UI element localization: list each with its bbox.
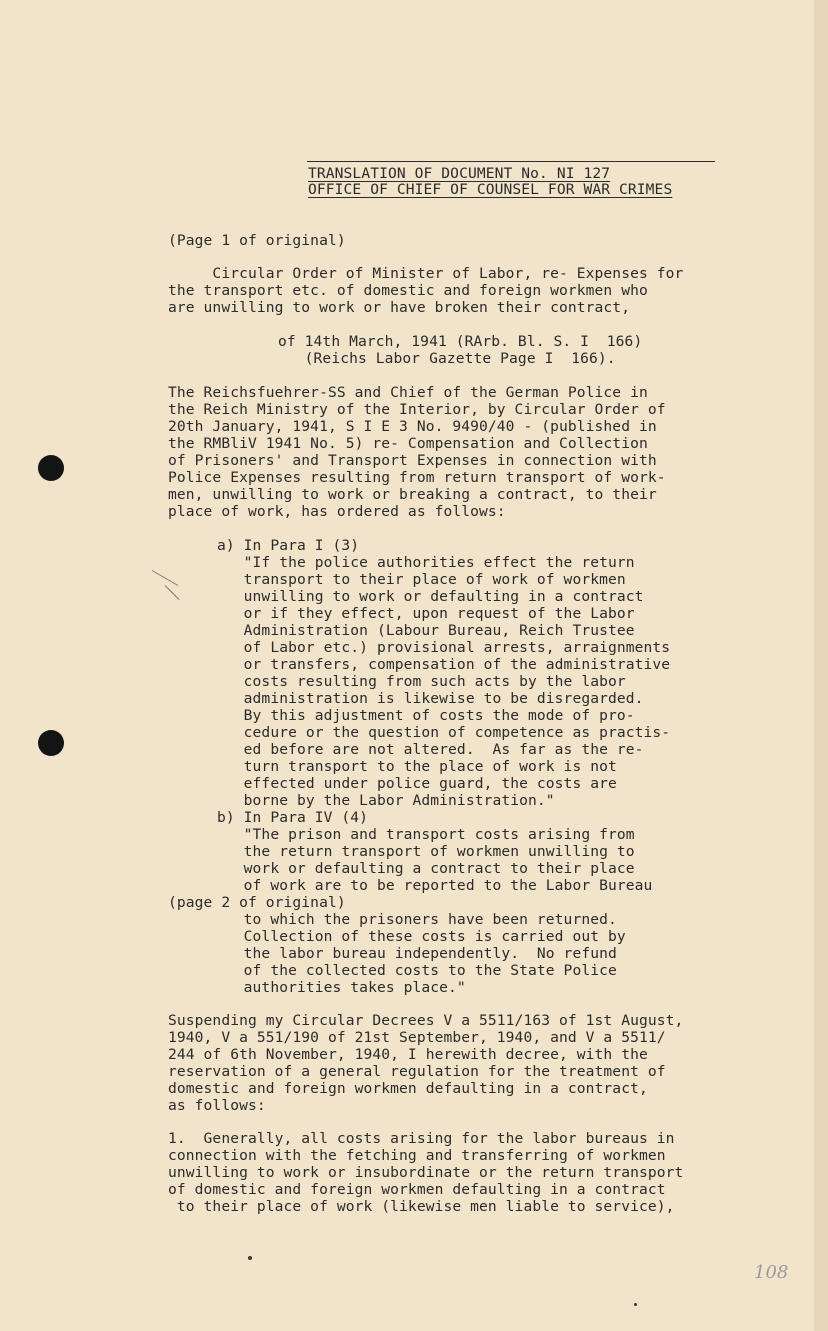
item1-line: unwilling to work or insubordinate or the return transport [168, 1164, 684, 1181]
quote-line: of Labor etc.) provisional arrests, arraignments [217, 639, 671, 656]
intro-line: the RMBliV 1941 No. 5) re- Compensation and Collection [168, 435, 648, 452]
item1-line: connection with the fetching and transferring of workmen [168, 1147, 666, 1164]
quote-line: administration is likewise to be disregarded. [217, 690, 644, 707]
quote-line: or transfers, compensation of the administrative [217, 656, 671, 673]
page-reference-2: (page 2 of original) [168, 894, 346, 911]
quote-line: Collection of these costs is carried out by [217, 928, 626, 945]
quote-line: effected under police guard, the costs are [217, 775, 617, 792]
quote-line: b) In Para IV (4) [217, 809, 369, 826]
quote-line: work or defaulting a contract to their place [217, 860, 635, 877]
paper-edge [814, 0, 828, 1331]
intro-line: place of work, has ordered as follows: [168, 503, 506, 520]
quote-line: a) In Para I (3) [217, 537, 360, 554]
pencil-mark [152, 570, 178, 586]
quote-line: to which the prisoners have been returned. [217, 911, 617, 928]
quote-line: By this adjustment of costs the mode of pro- [217, 707, 635, 724]
ink-speck [634, 1303, 637, 1306]
decree-line: 1940, V a 551/190 of 21st September, 1940, and V a 5511/ [168, 1029, 666, 1046]
header-rule [307, 161, 715, 162]
item1-line: 1. Generally, all costs arising for the labor bureaus in [168, 1130, 675, 1147]
intro-line: Police Expenses resulting from return transport of work- [168, 469, 666, 486]
decree-line: 244 of 6th November, 1940, I herewith decree, with the [168, 1046, 648, 1063]
quote-line: or if they effect, upon request of the Labor [217, 605, 635, 622]
quote-line: the labor bureau independently. No refund [217, 945, 617, 962]
quote-line: authorities takes place." [217, 979, 466, 996]
date-line: of 14th March, 1941 (RArb. Bl. S. I 166) [278, 333, 643, 350]
subject-line: the transport etc. of domestic and foreign workmen who [168, 282, 648, 299]
decree-line: Suspending my Circular Decrees V a 5511/163 of 1st August, [168, 1012, 684, 1029]
quote-line: of work are to be reported to the Labor Bureau [217, 877, 653, 894]
quote-line: turn transport to the place of work is not [217, 758, 617, 775]
subject-line: are unwilling to work or have broken their contract, [168, 299, 631, 316]
date-line: (Reichs Labor Gazette Page I 166). [278, 350, 616, 367]
item1-line: of domestic and foreign workmen defaulting in a contract [168, 1181, 666, 1198]
page-reference-1: (Page 1 of original) [168, 232, 346, 249]
quote-line: transport to their place of work of workmen [217, 571, 626, 588]
punch-hole-top [38, 455, 64, 481]
quote-line: borne by the Labor Administration." [217, 792, 555, 809]
quote-line: ed before are not altered. As far as the re- [217, 741, 644, 758]
quote-line: "The prison and transport costs arising from [217, 826, 635, 843]
item1-line: to their place of work (likewise men liable to service), [168, 1198, 675, 1215]
punch-hole-bottom [38, 730, 64, 756]
header-title-line1: TRANSLATION OF DOCUMENT No. NI 127 [308, 165, 611, 182]
quote-line: "If the police authorities effect the return [217, 554, 635, 571]
quote-line: of the collected costs to the State Police [217, 962, 617, 979]
decree-line: reservation of a general regulation for the treatment of [168, 1063, 666, 1080]
intro-line: 20th January, 1941, S I E 3 No. 9490/40 - (published in [168, 418, 657, 435]
header-title-line2: OFFICE OF CHIEF OF COUNSEL FOR WAR CRIMES [308, 181, 673, 198]
intro-line: of Prisoners' and Transport Expenses in connection with [168, 452, 657, 469]
quote-line: unwilling to work or defaulting in a contract [217, 588, 644, 605]
pencil-mark [165, 585, 180, 600]
subject-line: Circular Order of Minister of Labor, re- Expenses for [168, 265, 684, 282]
intro-line: men, unwilling to work or breaking a contract, to their [168, 486, 657, 503]
intro-line: The Reichsfuehrer-SS and Chief of the German Police in [168, 384, 648, 401]
quote-line: the return transport of workmen unwilling to [217, 843, 635, 860]
ink-speck [248, 1256, 252, 1260]
quote-line: cedure or the question of competence as practis- [217, 724, 671, 741]
intro-line: the Reich Ministry of the Interior, by Circular Order of [168, 401, 666, 418]
quote-line: costs resulting from such acts by the labor [217, 673, 626, 690]
quote-line: Administration (Labour Bureau, Reich Trustee [217, 622, 635, 639]
pencil-page-number: 108 [754, 1262, 789, 1283]
decree-line: as follows: [168, 1097, 266, 1114]
decree-line: domestic and foreign workmen defaulting in a contract, [168, 1080, 648, 1097]
